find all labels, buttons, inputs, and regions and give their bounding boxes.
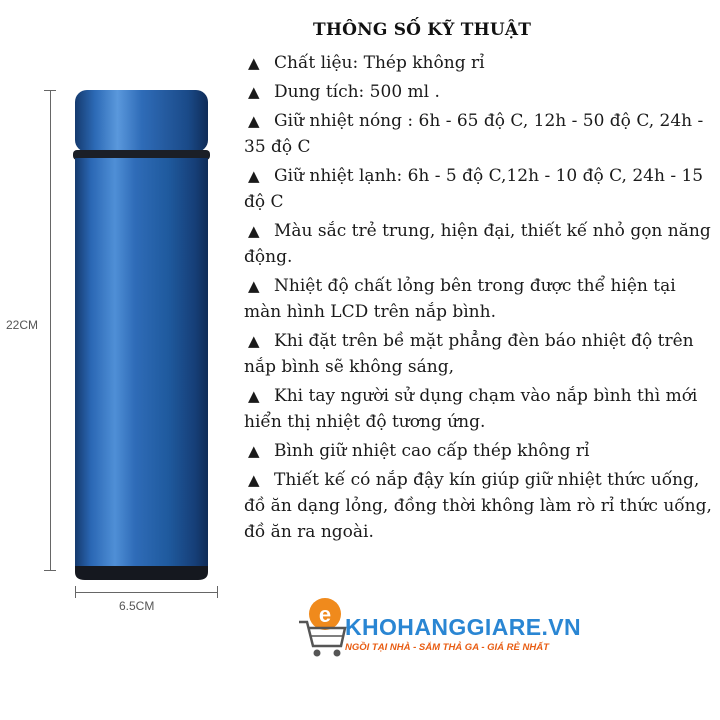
spec-title: THÔNG SỐ KỸ THUẬT xyxy=(313,20,532,40)
spec-text: Chất liệu: Thép không rỉ xyxy=(274,53,485,73)
triangle-bullet-icon: ▲ xyxy=(248,83,260,101)
store-name: KHOHANGGIARE.VN xyxy=(345,614,582,640)
spec-item xyxy=(244,108,712,160)
spec-item xyxy=(244,50,712,76)
height-dimension-label: 22CM xyxy=(6,318,39,332)
svg-text:e: e xyxy=(318,602,332,627)
triangle-bullet-icon: ▲ xyxy=(248,471,260,489)
store-tagline: NGỒI TẠI NHÀ - SẮM THẢ GA - GIÁ RẺ NHẤT xyxy=(345,642,549,653)
spec-item xyxy=(244,383,712,435)
spec-text: Giữ nhiệt nóng : 6h - 65 độ C, 12h - 50 độ C, 24h - 35 độ C xyxy=(244,111,704,157)
triangle-bullet-icon: ▲ xyxy=(248,332,260,350)
store-logo xyxy=(295,592,595,664)
spec-item xyxy=(244,328,712,380)
spec-item xyxy=(244,163,712,215)
shopping-cart-icon xyxy=(295,592,351,662)
triangle-bullet-icon: ▲ xyxy=(248,442,260,460)
triangle-bullet-icon: ▲ xyxy=(248,112,260,130)
spec-item xyxy=(244,467,712,545)
triangle-bullet-icon: ▲ xyxy=(248,387,260,405)
triangle-bullet-icon: ▲ xyxy=(248,167,260,185)
spec-item xyxy=(244,438,712,464)
spec-item xyxy=(244,218,712,270)
spec-text: Dung tích: 500 ml . xyxy=(274,82,440,102)
spec-text: Giữ nhiệt lạnh: 6h - 5 độ C,12h - 10 độ C, 24h - 15 độ C xyxy=(244,166,704,212)
product-illustration xyxy=(0,0,240,640)
spec-text: Khi tay người sử dụng chạm vào nắp bình thì mới hiển thị nhiệt độ tương ứng. xyxy=(244,386,698,432)
triangle-bullet-icon: ▲ xyxy=(248,54,260,72)
triangle-bullet-icon: ▲ xyxy=(248,222,260,240)
spec-text: Thiết kế có nắp đậy kín giúp giữ nhiệt thức uống, đồ ăn dạng lỏng, đồng thời không làm rò rỉ thức uống, đồ ăn ra ngoài. xyxy=(244,470,712,542)
spec-text: Màu sắc trẻ trung, hiện đại, thiết kế nhỏ gọn năng động. xyxy=(244,221,711,267)
spec-text: Nhiệt độ chất lỏng bên trong được thể hiện tại màn hình LCD trên nắp bình. xyxy=(244,276,676,322)
triangle-bullet-icon: ▲ xyxy=(248,277,260,295)
spec-item xyxy=(244,273,712,325)
spec-text: Khi đặt trên bề mặt phẳng đèn báo nhiệt độ trên nắp bình sẽ không sáng, xyxy=(244,331,694,377)
spec-list xyxy=(244,50,712,548)
spec-text: Bình giữ nhiệt cao cấp thép không rỉ xyxy=(274,441,590,461)
width-dimension-label: 6.5CM xyxy=(119,599,155,613)
spec-item xyxy=(244,79,712,105)
